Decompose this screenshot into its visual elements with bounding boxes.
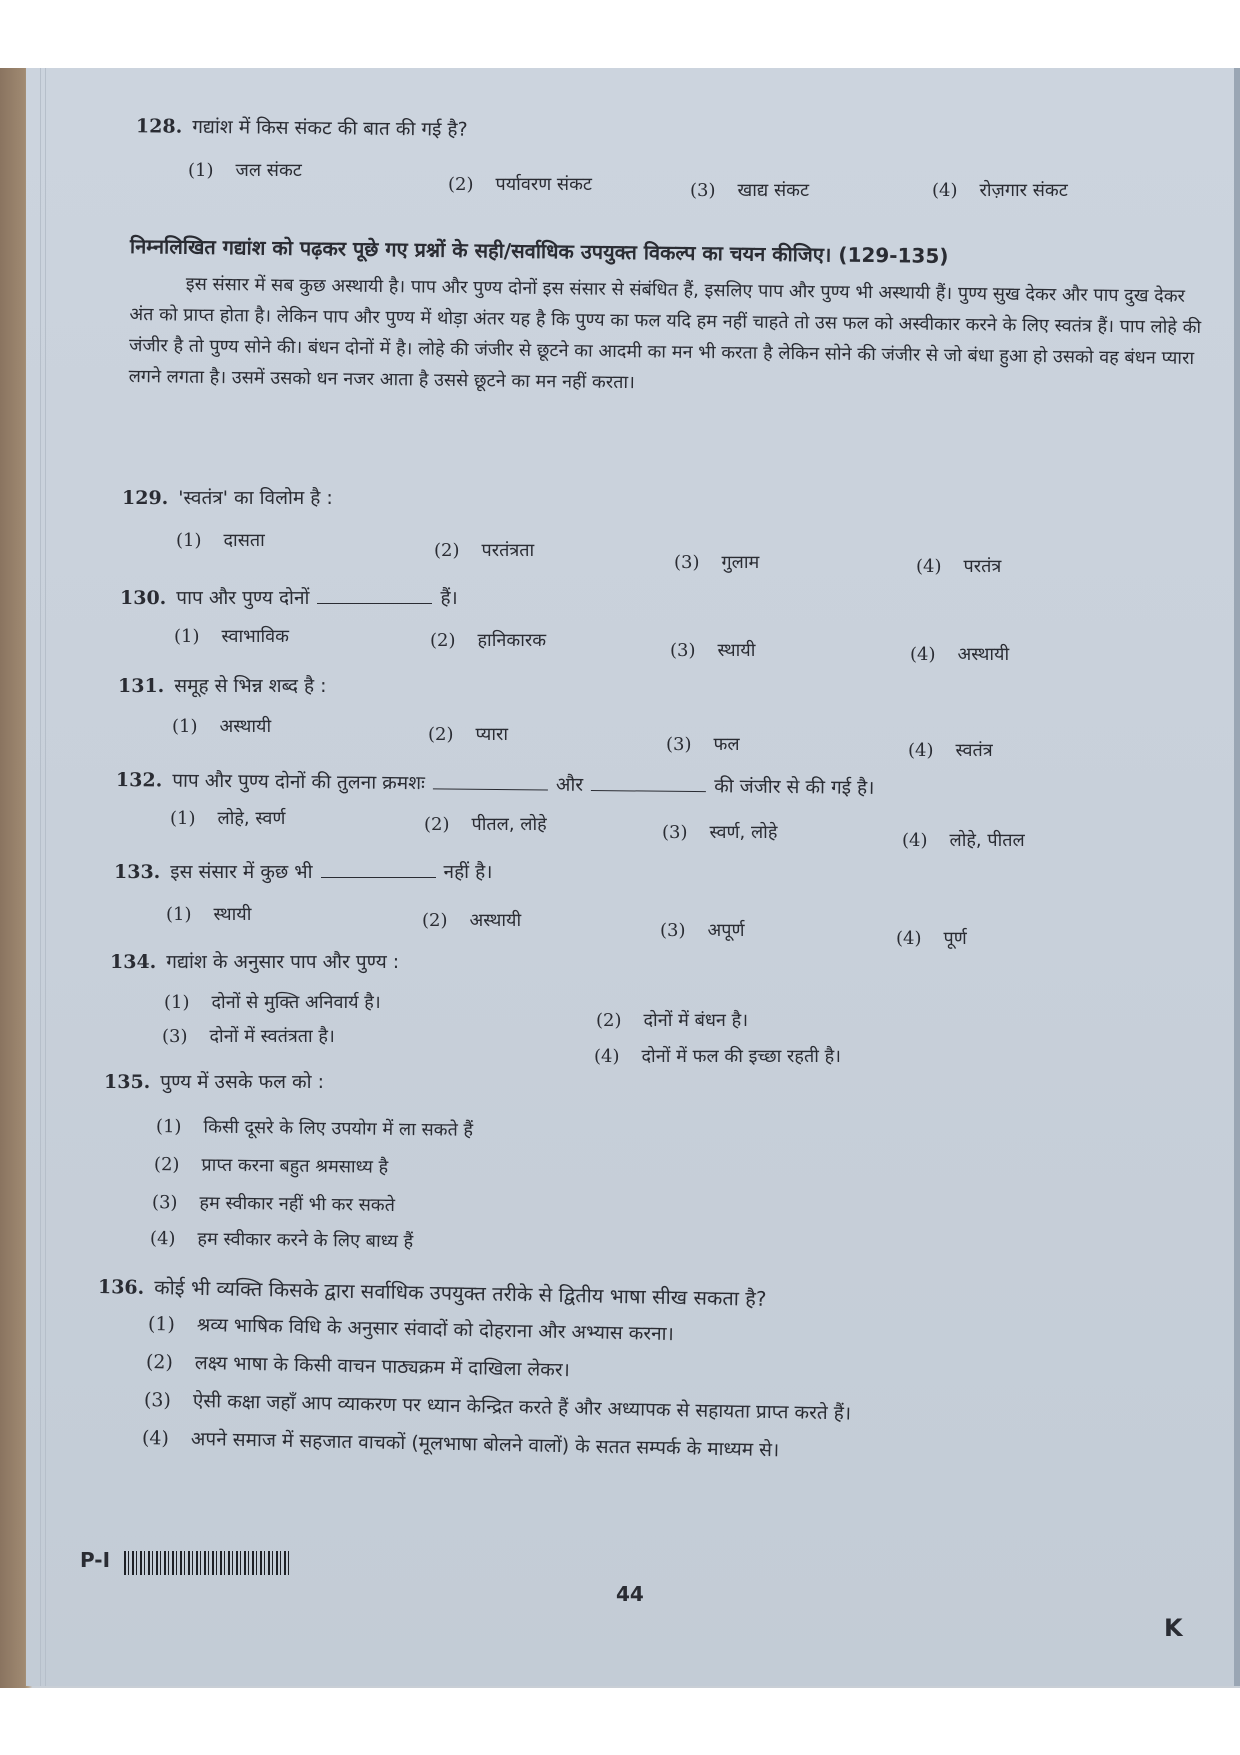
- option-132-3: (3) स्वर्ण, लोहे: [662, 822, 778, 843]
- question-133: 133. इस संसार में कुछ भी नहीं है।: [114, 861, 493, 883]
- question-number: 136.: [97, 1276, 145, 1299]
- option-134-4: (4) दोनों में फल की इच्छा रहती है।: [594, 1046, 841, 1067]
- question-number: 129.: [122, 487, 169, 509]
- answer-blank: [317, 589, 432, 604]
- passage-text: इस संसार में सब कुछ अस्थायी है। पाप और पुण्य दोनों इस संसार से संबंधित हैं, इसलिए पाप और पुण्य भी अस्थायी हैं। पुण्य सुख देकर और पाप दुख देकर अंत को प्राप्त होता है। लेकिन पाप और पुण्य में थोड़ा अंतर यह है कि पुण्य का फल यदि हम नहीं चाहते तो उस फल को अस्वीकार करने के लिए स्वतंत्र हैं। पाप लोहे की जंजीर है तो पुण्य सोने की। बंधन दोनों में है। लोहे की जंजीर से छूटने का आदमी का मन भी करता है लेकिन सोने की जंजीर से जो बंधा हुआ हो उसको वह बंधन प्यारा लगने लगता है। उसमें उसको धन नजर आता है उससे छूटने का मन नहीं करता।: [128, 273, 1202, 394]
- question-129: [122, 484, 333, 510]
- set-code: K: [1164, 1614, 1183, 1642]
- option-129-1: (1) दासता: [176, 530, 265, 551]
- option-130-1: (1) स्वाभाविक: [174, 626, 289, 647]
- question-134: [110, 948, 399, 974]
- question-text: 'स्वतंत्र' का विलोम है :: [178, 487, 333, 509]
- option-132-1: (1) लोहे, स्वर्ण: [170, 808, 286, 829]
- footer-paper-code: P-I: [80, 1548, 289, 1575]
- question-text: गद्यांश के अनुसार पाप और पुण्य :: [166, 951, 400, 973]
- option-130-2: (2) हानिकारक: [430, 630, 547, 651]
- option-135-1: (1) किसी दूसरे के लिए उपयोग में ला सकते हैं: [155, 1116, 474, 1141]
- option-131-3: (3) फल: [666, 734, 740, 755]
- option-136-4: (4) अपने समाज में सहजात वाचकों (मूलभाषा बोलने वालों) के सतत सम्पर्क के माध्यम से।: [141, 1427, 780, 1462]
- option-128-3: (3) खाद्य संकट: [690, 180, 810, 201]
- question-130: 130. पाप और पुण्य दोनों हैं।: [120, 587, 458, 609]
- question-number: 134.: [110, 951, 157, 973]
- option-133-1: (1) स्थायी: [166, 904, 252, 925]
- question-number: 128.: [135, 115, 183, 138]
- exam-page: [26, 68, 1240, 1686]
- question-132: 132. पाप और पुण्य दोनों की तुलना क्रमशः और की जंजीर से की गई है।: [115, 769, 875, 799]
- option-129-4: (4) परतंत्र: [916, 556, 1002, 577]
- option-134-1: (1) दोनों से मुक्ति अनिवार्य है।: [164, 992, 381, 1013]
- page-number: 44: [616, 1582, 644, 1606]
- option-135-3: (3) हम स्वीकार नहीं भी कर सकते: [151, 1192, 396, 1216]
- option-135-4: (4) हम स्वीकार करने के लिए बाध्य हैं: [149, 1228, 414, 1253]
- option-134-2: (2) दोनों में बंधन है।: [596, 1010, 749, 1031]
- option-136-2: (2) लक्ष्य भाषा के किसी वाचन पाठ्यक्रम में दाखिला लेकर।: [145, 1351, 571, 1382]
- barcode-icon: [124, 1551, 289, 1575]
- question-136: [98, 1272, 767, 1312]
- question-number: 131.: [118, 675, 165, 697]
- option-129-2: (2) परतंत्रता: [434, 540, 535, 561]
- question-text: पुण्य में उसके फल को :: [160, 1071, 324, 1093]
- question-135: [104, 1068, 324, 1094]
- option-129-3: (3) गुलाम: [674, 552, 760, 573]
- question-text: कोई भी व्यक्ति किसके द्वारा सर्वाधिक उपयुक्त तरीके से द्वितीय भाषा सीख सकता है?: [154, 1275, 767, 1311]
- option-128-2: (2) पर्यावरण संकट: [448, 174, 592, 195]
- option-131-2: (2) प्यारा: [428, 724, 509, 745]
- question-number: 130.: [120, 587, 167, 609]
- option-136-1: (1) श्रव्य भाषिक विधि के अनुसार संवादों को दोहराना और अभ्यास करना।: [147, 1313, 675, 1346]
- option-133-4: (4) पूर्ण: [896, 928, 967, 949]
- question-text: समूह से भिन्न शब्द है :: [174, 675, 327, 697]
- option-128-1: (1) जल संकट: [188, 160, 302, 181]
- option-128-4: (4) रोज़गार संकट: [932, 180, 1068, 201]
- answer-blank: [433, 774, 548, 790]
- option-131-1: (1) अस्थायी: [172, 716, 272, 737]
- option-133-3: (3) अपूर्ण: [660, 920, 745, 941]
- question-128: [136, 112, 468, 141]
- option-133-2: (2) अस्थायी: [422, 910, 522, 931]
- option-134-3: (3) दोनों में स्वतंत्रता है।: [162, 1026, 335, 1047]
- passage-instruction: निम्नलिखित गद्यांश को पढ़कर पूछे गए प्रश्नों के सही/सर्वाधिक उपयुक्त विकल्प का चयन कीजिए। (129-135): [129, 234, 949, 268]
- option-132-4: (4) लोहे, पीतल: [902, 830, 1025, 851]
- answer-blank: [591, 776, 706, 792]
- option-131-4: (4) स्वतंत्र: [908, 740, 993, 761]
- option-136-3: (3) ऐसी कक्षा जहाँ आप व्याकरण पर ध्यान केन्द्रित करते हैं और अध्यापक से सहायता प्राप्त करते हैं।: [143, 1389, 852, 1425]
- option-135-2: (2) प्राप्त करना बहुत श्रमसाध्य है: [153, 1154, 389, 1178]
- question-text: गद्यांश में किस संकट की बात की गई है?: [192, 115, 468, 141]
- question-number: 135.: [104, 1071, 151, 1093]
- option-130-3: (3) स्थायी: [670, 640, 756, 661]
- question-number: 133.: [114, 861, 161, 883]
- option-130-4: (4) अस्थायी: [910, 644, 1010, 665]
- answer-blank: [321, 863, 436, 878]
- question-number: 132.: [115, 769, 163, 792]
- option-132-2: (2) पीतल, लोहे: [424, 814, 547, 835]
- question-131: [118, 672, 327, 698]
